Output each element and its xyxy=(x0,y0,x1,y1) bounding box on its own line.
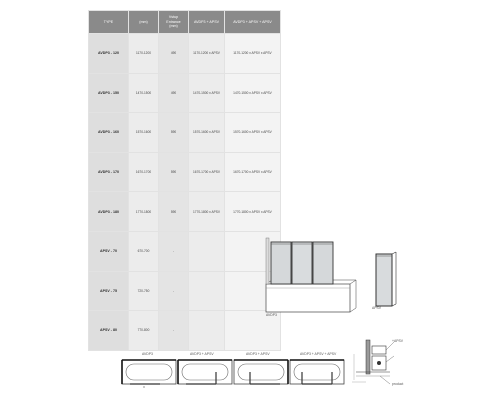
cell-avdp3-apsv xyxy=(189,231,225,271)
cell-entrance: 490 xyxy=(159,73,189,113)
table-header-row xyxy=(89,11,281,34)
table-row xyxy=(89,271,281,311)
cell-entrance: 590 xyxy=(159,113,189,153)
cell-mm: 670-700 xyxy=(129,231,159,271)
cell-avdp3-apsv xyxy=(189,271,225,311)
cell-avdp3-apsv-apsv: 1170-1200 x APSV x APSV xyxy=(225,34,281,74)
plan-view-avdp3-apsv-apsv xyxy=(288,358,346,388)
cell-type: APSV - 75 xyxy=(89,271,129,311)
spec-table xyxy=(88,10,281,351)
cell-mm: 770-800 xyxy=(129,311,159,351)
cell-mm: 1570-1600 xyxy=(129,113,159,153)
detail-label-apsv: +APSV xyxy=(392,339,404,343)
table-row xyxy=(89,192,281,232)
cell-entrance: - xyxy=(159,231,189,271)
table-row xyxy=(89,34,281,74)
apsv-drawing-label: APSV xyxy=(372,306,382,310)
cell-entrance: 590 xyxy=(159,152,189,192)
cell-mm: 1170-1200 xyxy=(129,34,159,74)
plan-view-avdp3-apsv-2 xyxy=(232,358,290,388)
table-row xyxy=(89,113,281,153)
cell-entrance: 490 xyxy=(159,34,189,74)
cell-mm: 720-750 xyxy=(129,271,159,311)
cell-avdp3-apsv: 1170-1200 x APSV xyxy=(189,34,225,74)
table-row xyxy=(89,152,281,192)
cell-entrance: - xyxy=(159,271,189,311)
plan-view-avdp3-apsv xyxy=(176,358,234,388)
cell-mm: 1470-1500 xyxy=(129,73,159,113)
cell-type: AVDP3 - 170 xyxy=(89,152,129,192)
table-row xyxy=(89,311,281,351)
cell-type: APSV - 70 xyxy=(89,231,129,271)
table-row xyxy=(89,73,281,113)
detail-label-product: product xyxy=(392,382,404,386)
plan-view-avdp3 xyxy=(120,358,178,388)
avdp3-bath-screen-drawing xyxy=(258,236,358,316)
apsv-side-panel-drawing xyxy=(370,252,410,312)
avdp3-drawing-label: AVDP3 xyxy=(266,313,277,317)
cell-avdp3-apsv: 1770-1800 x APSV xyxy=(189,192,225,232)
cell-entrance: 590 xyxy=(159,192,189,232)
plan-label-3: AVDP3 + APSV xyxy=(246,352,270,356)
table-row xyxy=(89,231,281,271)
cell-type: AVDP3 - 120 xyxy=(89,34,129,74)
cell-avdp3-apsv-apsv: 1770-1800 x APSV x APSV xyxy=(225,192,281,232)
header-entrance: Vstup Entrance (mm) xyxy=(159,11,189,34)
cell-type: AVDP3 - 150 xyxy=(89,73,129,113)
header-avdp3-apsv: AVDP3 + APSV xyxy=(189,11,225,34)
header-type: TYPE xyxy=(89,11,129,34)
plan-label-4: AVDP3 + APSV + APSV xyxy=(300,352,337,356)
cell-avdp3-apsv: 1570-1600 x APSV xyxy=(189,113,225,153)
cell-mm: 1670-1700 xyxy=(129,152,159,192)
cell-avdp3-apsv xyxy=(189,311,225,351)
cell-type: AVDP3 - 160 xyxy=(89,113,129,153)
plan-label-1: AVDP3 xyxy=(142,352,153,356)
header-avdp3-apsv-apsv: AVDP3 + APSV + APSV xyxy=(225,11,281,34)
cell-avdp3-apsv: 1470-1500 x APSV xyxy=(189,73,225,113)
cell-avdp3-apsv-apsv: 1470-1500 x APSV x APSV xyxy=(225,73,281,113)
cell-mm: 1770-1800 xyxy=(129,192,159,232)
plan-label-2: AVDP3 + APSV xyxy=(190,352,214,356)
cell-entrance: - xyxy=(159,311,189,351)
cell-type: AVDP3 - 180 xyxy=(89,192,129,232)
header-mm: (mm) xyxy=(129,11,159,34)
cell-avdp3-apsv-apsv: 1670-1700 x APSV x APSV xyxy=(225,152,281,192)
cell-avdp3-apsv-apsv: 1570-1600 x APSV x APSV xyxy=(225,113,281,153)
cell-type: APSV - 80 xyxy=(89,311,129,351)
cell-avdp3-apsv: 1670-1700 x APSV xyxy=(189,152,225,192)
